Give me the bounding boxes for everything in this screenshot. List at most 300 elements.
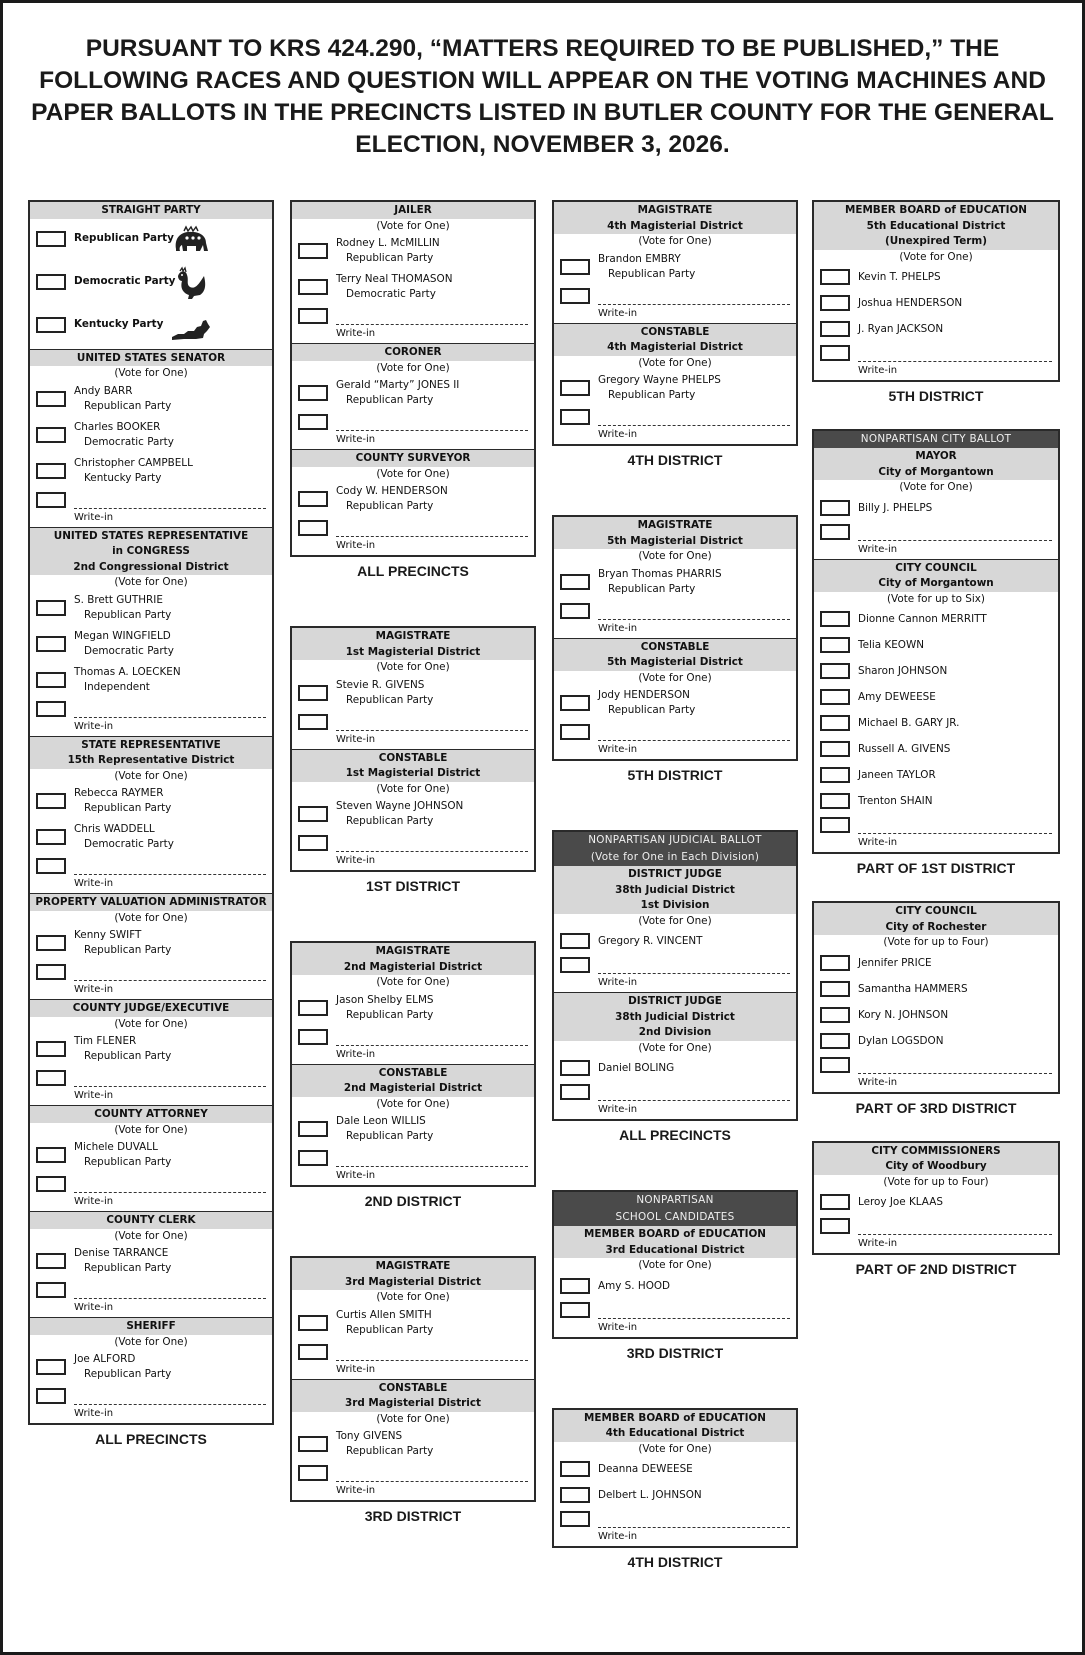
candidate-row[interactable] [292,376,534,412]
write-in-label: Write-in [598,1321,638,1333]
vote-instruction: (Vote for One) [114,1229,188,1242]
race-title: MAYOR [915,450,957,462]
ballot-oval[interactable] [820,1007,850,1023]
write-in-line[interactable] [598,619,790,620]
ballot-oval[interactable] [560,724,590,740]
candidate-party: Republican Party [84,1050,172,1062]
candidate-party: Republican Party [346,1323,434,1336]
race-title: CITY COUNCIL [895,905,977,917]
write-in-line[interactable] [598,1527,790,1528]
candidate-row[interactable] [814,659,1058,685]
candidate-row[interactable] [292,991,534,1027]
ballot-oval[interactable] [298,279,328,295]
candidate-row[interactable] [554,250,796,286]
ballot-race [292,750,534,871]
candidate-name: Gregory Wayne PHELPS [598,374,721,386]
write-in-row[interactable] [292,412,534,448]
ballot-oval[interactable] [820,500,850,516]
race-title: CONSTABLE [378,1381,448,1394]
candidate-name: Thomas A. LOECKEN [74,665,181,678]
race-title: DISTRICT JUDGE [628,995,722,1007]
race-title: MEMBER BOARD of EDUCATION [845,204,1027,216]
write-in-row[interactable] [30,699,272,735]
write-in-row[interactable] [292,833,534,869]
write-in-row[interactable] [554,286,796,322]
ballot-oval[interactable] [560,1302,590,1318]
race-subtitle: 4th Magisterial District [607,341,743,353]
ballot-oval[interactable] [298,385,328,401]
ballot-oval[interactable] [36,793,66,809]
write-in-row[interactable] [292,1027,534,1063]
candidate-party: Democratic Party [84,838,174,850]
ballot-oval[interactable] [820,715,850,731]
ballot-oval[interactable] [820,689,850,705]
candidate-row[interactable] [814,291,1058,317]
candidate-row[interactable] [30,591,272,627]
candidate-party: Republican Party [346,1130,434,1142]
ballot-oval[interactable] [560,933,590,949]
race-header [814,560,1058,592]
ballot-oval[interactable] [298,308,328,324]
ballot-oval[interactable] [36,701,66,717]
candidate-row[interactable] [292,270,534,306]
candidate-row[interactable] [814,1029,1058,1055]
ballot-group [290,200,536,580]
candidate-row[interactable] [814,763,1058,789]
write-in-label: Write-in [74,1090,114,1101]
write-in-row[interactable] [292,1148,534,1184]
ballot-oval[interactable] [820,637,850,653]
candidate-name: Cody W. HENDERSON [336,485,448,497]
write-in-label: Write-in [598,1531,638,1542]
ballot-oval[interactable] [298,1315,328,1331]
candidate-row[interactable] [554,1274,796,1300]
race-subtitle: 2nd Magisterial District [343,960,483,973]
candidate-party: Republican Party [84,1156,172,1168]
candidate-name: Stevie R. GIVENS [336,678,425,691]
race-title: MEMBER BOARD of EDUCATION [584,1411,766,1424]
candidate-name: Deanna DEWEESE [598,1463,693,1475]
write-in-line[interactable] [74,1086,266,1087]
race-subtitle: 38th Judicial District [615,1010,735,1023]
race-title: CORONER [384,346,442,358]
candidate-row[interactable] [554,371,796,407]
ballot-oval[interactable] [36,964,66,980]
write-in-row[interactable] [30,1280,272,1316]
race-header [30,1000,272,1017]
precinct-footer: 4TH DISTRICT [627,1554,723,1570]
ballot-oval[interactable] [560,380,590,396]
write-in-line[interactable] [336,1481,528,1482]
candidate-row[interactable] [814,317,1058,343]
ballot-oval[interactable] [36,492,66,508]
candidate-party: Republican Party [84,1262,172,1274]
ballot-oval[interactable] [36,935,66,951]
party-name: Democratic Party [74,274,176,287]
write-in-line[interactable] [858,540,1052,541]
write-in-line[interactable] [74,1298,266,1299]
ballot-oval[interactable] [298,1344,328,1360]
ballot-race [814,903,1058,1092]
ballot-oval[interactable] [820,793,850,809]
write-in-line[interactable] [336,730,528,731]
candidate-row[interactable] [814,1190,1058,1216]
party-name: Kentucky Party [74,317,164,330]
candidate-row[interactable] [30,784,272,820]
ballot-oval[interactable] [820,741,850,757]
write-in-label: Write-in [336,855,376,866]
ballot-oval[interactable] [820,1033,850,1049]
write-in-line[interactable] [336,324,528,325]
candidate-row[interactable] [292,676,534,712]
candidate-row[interactable] [814,951,1058,977]
ballot-oval[interactable] [560,574,590,590]
ballot-oval[interactable] [820,1218,850,1234]
ballot-oval[interactable] [298,1029,328,1045]
race-title: SHERIFF [126,1320,176,1332]
ballot-oval[interactable] [560,259,590,275]
ballot-oval[interactable] [820,345,850,361]
write-in-label: Write-in [858,543,898,555]
write-in-line[interactable] [598,425,790,426]
race-header [30,894,272,911]
ballot-oval[interactable] [36,1041,66,1057]
ballot-oval[interactable] [560,1511,590,1527]
ballot-oval[interactable] [820,321,850,337]
candidate-row[interactable] [30,820,272,856]
write-in-row[interactable] [814,1216,1058,1252]
write-in-line[interactable] [858,1234,1052,1235]
ballot-oval[interactable] [36,1359,66,1375]
write-in-line[interactable] [74,717,266,718]
candidate-name: Dylan LOGSDON [858,1034,944,1047]
candidate-row[interactable] [554,1457,796,1483]
candidate-row[interactable] [30,926,272,962]
candidate-row[interactable] [814,265,1058,291]
ballot-race [554,1410,796,1547]
race-title: UNITED STATES REPRESENTATIVE [53,529,249,542]
candidate-row[interactable] [814,977,1058,1003]
ballot-oval[interactable] [298,1121,328,1137]
write-in-row[interactable] [554,955,796,991]
write-in-row[interactable] [814,815,1058,851]
ballot-oval[interactable] [298,685,328,701]
candidate-name: Charles BOOKER [74,420,161,433]
ballot-oval[interactable] [820,663,850,679]
write-in-row[interactable] [554,1082,796,1118]
nonpartisan-banner: NONPARTISAN JUDICIAL BALLOT [554,832,796,849]
ballot-oval[interactable] [298,835,328,851]
ballot-oval[interactable] [298,1000,328,1016]
race-title: CITY COUNCIL [895,561,977,574]
ballot-oval[interactable] [36,858,66,874]
ballot-oval[interactable] [36,391,66,407]
candidate-party: Republican Party [346,815,434,827]
candidate-row[interactable] [30,1244,272,1280]
candidate-row[interactable] [30,1138,272,1174]
candidate-row[interactable] [554,1483,796,1509]
candidate-name: Leroy Joe KLAAS [858,1196,943,1208]
ballot-oval[interactable] [36,600,66,616]
ballot-oval[interactable] [560,288,590,304]
candidate-party: Republican Party [608,704,696,716]
write-in-row[interactable] [554,1509,796,1545]
ballot-race [292,1258,534,1380]
write-in-line[interactable] [598,304,790,305]
ballot-oval[interactable] [560,1060,590,1076]
straight-party-option[interactable] [30,219,272,262]
precinct-footer: PART OF 1ST DISTRICT [856,860,1016,876]
write-in-row[interactable] [30,490,272,526]
candidate-row[interactable] [814,789,1058,815]
ballot-oval[interactable] [36,1070,66,1086]
ballot-stack [552,1408,798,1549]
write-in-row[interactable] [30,856,272,892]
candidate-name: Tim FLENER [74,1035,137,1047]
write-in-row[interactable] [292,1463,534,1499]
write-in-line[interactable] [336,536,528,537]
vote-instruction: (Vote for One) [376,976,450,988]
ballot-race [292,628,534,750]
candidate-row[interactable] [292,1306,534,1342]
write-in-line[interactable] [336,1360,528,1361]
race-subtitle: 5th Magisterial District [607,656,743,668]
ballot-oval[interactable] [820,817,850,833]
ballot-stack [812,901,1060,1094]
race-subtitle: 1st Magisterial District [345,767,481,779]
vote-instruction: (Vote for One) [114,1123,188,1136]
write-in-line[interactable] [336,1166,528,1167]
ballot-oval[interactable] [560,695,590,711]
write-in-row[interactable] [292,518,534,554]
ballot-race [292,943,534,1065]
ballot-oval[interactable] [820,981,850,997]
race-header [554,993,796,1041]
straight-party-option[interactable] [30,305,272,348]
write-in-row[interactable] [814,1055,1058,1091]
race-title: MEMBER BOARD of EDUCATION [584,1228,766,1240]
ballot-oval[interactable] [820,1057,850,1073]
candidate-name: Delbert L. JOHNSON [598,1489,702,1501]
write-in-row[interactable] [554,407,796,443]
candidate-row[interactable] [30,663,272,699]
write-in-row[interactable] [554,722,796,758]
write-in-label: Write-in [336,434,376,445]
candidate-row[interactable] [814,496,1058,522]
race-title: STATE REPRESENTATIVE [81,738,221,751]
write-in-label: Write-in [74,1196,114,1207]
ballot-oval[interactable] [298,1150,328,1166]
ballot-oval[interactable] [560,1084,590,1100]
candidate-row[interactable] [292,1427,534,1463]
ballot-oval[interactable] [36,636,66,652]
candidate-row[interactable] [814,737,1058,763]
write-in-line[interactable] [336,430,528,431]
candidate-party: Republican Party [84,1368,172,1380]
precinct-footer: ALL PRECINCTS [95,1431,207,1447]
candidate-party: Republican Party [84,944,172,956]
write-in-row[interactable] [30,1068,272,1104]
race-subtitle: 4th Magisterial District [607,219,743,232]
ballot-oval[interactable] [820,611,850,627]
write-in-row[interactable] [814,522,1058,558]
write-in-line[interactable] [858,1073,1052,1074]
ballot-group [290,895,536,1210]
candidate-row[interactable] [30,454,272,490]
candidate-row[interactable] [554,686,796,722]
ballot-oval[interactable] [820,524,850,540]
candidate-row[interactable] [814,607,1058,633]
write-in-row[interactable] [814,343,1058,379]
candidate-name: Joe ALFORD [74,1353,136,1365]
candidate-row[interactable] [292,797,534,833]
write-in-label: Write-in [336,1363,376,1375]
write-in-line[interactable] [858,833,1052,834]
candidate-row[interactable] [814,633,1058,659]
race-header [30,1212,272,1229]
ballot-oval[interactable] [560,1278,590,1294]
candidate-row[interactable] [292,482,534,518]
write-in-line[interactable] [598,973,790,974]
ballot-oval[interactable] [36,1147,66,1163]
write-in-line[interactable] [336,851,528,852]
race-title: MAGISTRATE [375,945,451,957]
race-header [554,324,796,356]
race-header [30,737,272,769]
write-in-line[interactable] [598,1100,790,1101]
candidate-row[interactable] [814,1003,1058,1029]
ballot-race [554,993,796,1119]
write-in-row[interactable] [292,1342,534,1378]
write-in-line[interactable] [598,1318,790,1319]
candidate-row[interactable] [30,1032,272,1068]
write-in-line[interactable] [74,508,266,509]
write-in-label: Write-in [336,328,376,339]
write-in-label: Write-in [74,984,114,995]
candidate-row[interactable] [814,685,1058,711]
vote-instruction: (Vote for One) [114,367,188,379]
race-title: CONSTABLE [640,640,710,653]
write-in-line[interactable] [74,980,266,981]
candidate-row[interactable] [30,627,272,663]
nonpartisan-banner: SCHOOL CANDIDATES [554,1209,796,1226]
race-title: COUNTY CLERK [106,1214,196,1226]
ballot-oval[interactable] [36,672,66,688]
race-straight-party [30,202,272,350]
write-in-row[interactable] [292,712,534,748]
ballot-oval[interactable] [820,1194,850,1210]
write-in-line[interactable] [858,361,1052,362]
candidate-row[interactable] [554,929,796,955]
ballot-oval[interactable] [298,243,328,259]
write-in-row[interactable] [30,962,272,998]
write-in-line[interactable] [598,740,790,741]
write-in-label: Write-in [598,744,638,755]
candidate-row[interactable] [30,418,272,454]
ballot-oval[interactable] [36,1388,66,1404]
ballot-oval[interactable] [36,1176,66,1192]
write-in-row[interactable] [30,1174,272,1210]
write-in-line[interactable] [74,1404,266,1405]
ballot-oval[interactable] [820,767,850,783]
ballot-oval[interactable] [36,274,66,290]
ballot-oval[interactable] [298,714,328,730]
write-in-row[interactable] [554,601,796,637]
candidate-row[interactable] [30,382,272,418]
candidate-name: Kory N. JOHNSON [858,1008,949,1021]
vote-instruction: (Vote for One) [638,671,712,684]
write-in-line[interactable] [74,1192,266,1193]
write-in-row[interactable] [30,1386,272,1422]
ballot-oval[interactable] [560,957,590,973]
ballot-oval[interactable] [560,409,590,425]
race-header [814,202,1058,250]
write-in-row[interactable] [292,306,534,342]
ballot-race [554,639,796,760]
ballot-group [290,1210,536,1525]
notice-headline: PURSUANT TO KRS 424.290, “MATTERS REQUIRED TO BE PUBLISHED,” THE FOLLOWING RACES AND QUESTION WILL APPEAR ON THE VOTING MACHINES AND PAPER BALLOTS IN THE PRECINCTS LISTED IN BUTLER COUNTY FOR THE GENERAL ELECTION, NOVEMBER 3, 2026. [31,35,1054,158]
candidate-name: Michele DUVALL [74,1141,158,1153]
candidate-row[interactable] [30,1350,272,1386]
ballot-stack [552,200,798,446]
vote-instruction: (Vote for One) [114,576,188,588]
nonpartisan-banner: NONPARTISAN CITY BALLOT [814,431,1058,448]
race-header [292,1065,534,1097]
ballot-oval[interactable] [820,269,850,285]
ballot-oval[interactable] [298,414,328,430]
ballot-oval[interactable] [36,829,66,845]
race-subtitle: 1st Division [640,899,710,911]
candidate-row[interactable] [292,234,534,270]
ballot-oval[interactable] [298,1436,328,1452]
write-in-label: Write-in [336,540,376,551]
candidate-row[interactable] [554,565,796,601]
ballot-oval[interactable] [560,1487,590,1503]
ballot-oval[interactable] [36,427,66,443]
write-in-label: Write-in [598,429,638,440]
ballot-oval[interactable] [36,317,66,333]
write-in-line[interactable] [336,1045,528,1046]
race-title: CONSTABLE [640,325,710,338]
write-in-row[interactable] [554,1300,796,1336]
ballot-oval[interactable] [298,806,328,822]
vote-instruction: (Vote for One) [114,1017,188,1030]
precinct-footer: ALL PRECINCTS [619,1127,731,1143]
ballot-oval[interactable] [36,231,66,247]
ballot-oval[interactable] [36,1253,66,1269]
ballot-race [554,1226,796,1337]
candidate-row[interactable] [814,711,1058,737]
ballot-oval[interactable] [298,491,328,507]
ballot-oval[interactable] [820,955,850,971]
write-in-label: Write-in [858,365,898,376]
write-in-line[interactable] [74,874,266,875]
ballot-oval[interactable] [560,603,590,619]
candidate-row[interactable] [554,1056,796,1082]
ballot-race [554,324,796,445]
write-in-label: Write-in [336,1170,376,1181]
vote-instruction: (Vote for One) [114,1335,188,1348]
straight-party-option[interactable] [30,262,272,305]
ballot-oval[interactable] [560,1461,590,1477]
ballot-oval[interactable] [36,1282,66,1298]
ballot-oval[interactable] [298,1465,328,1481]
candidate-row[interactable] [292,1112,534,1148]
ballot-oval[interactable] [820,295,850,311]
ballot-oval[interactable] [298,520,328,536]
ballot-oval[interactable] [36,463,66,479]
race-header [30,1318,272,1335]
